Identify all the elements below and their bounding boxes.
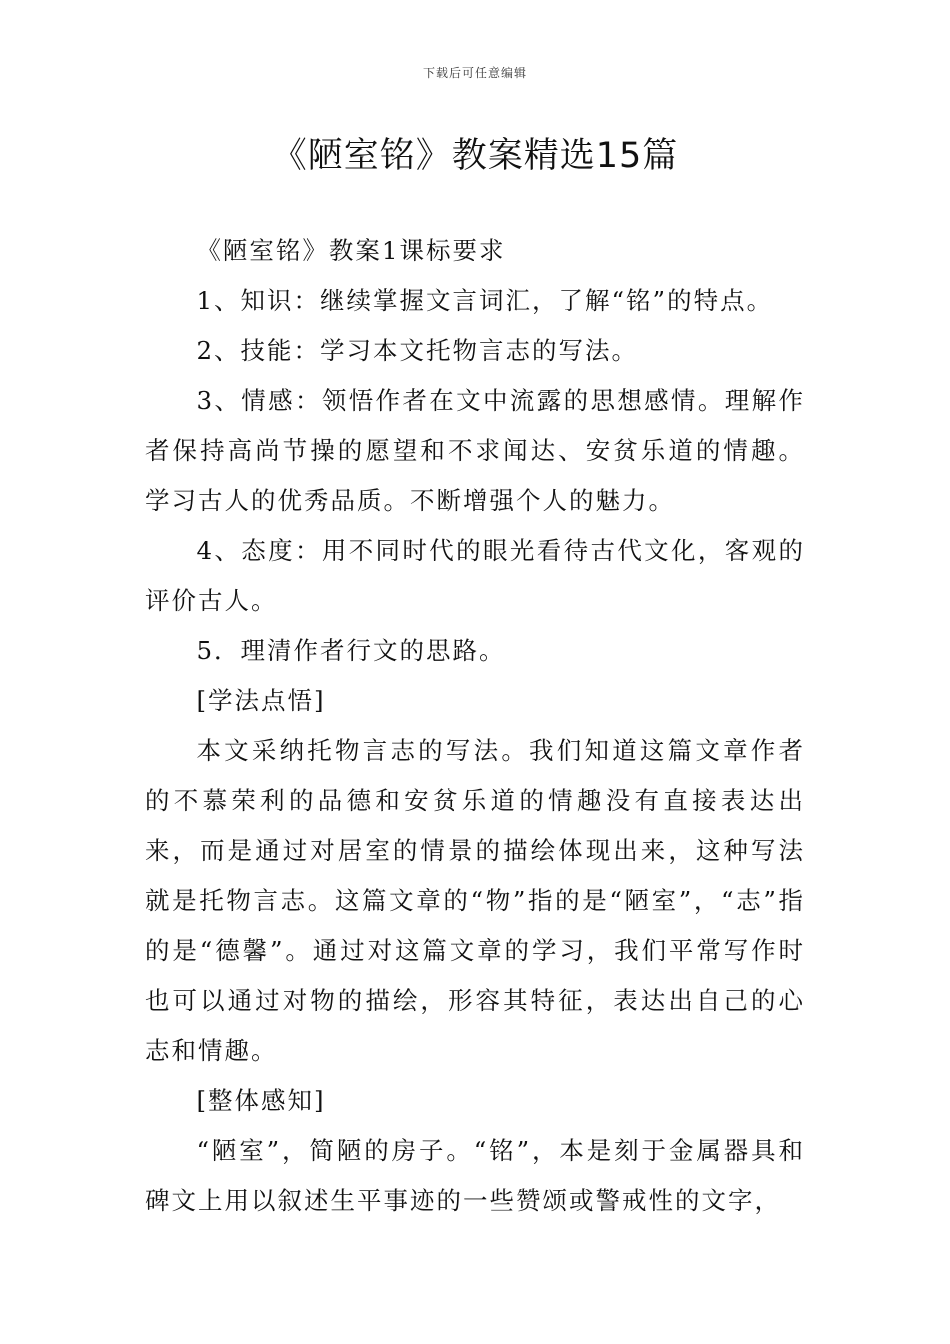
paragraph-emotion: 3、情感：领悟作者在文中流露的思想感情。理解作者保持高尚节操的愿望和不求闻达、安贫乐道的情趣。学习古人的优秀品质。不断增强个人的魅力。 [145, 386, 805, 515]
paragraph-skill: 2、技能：学习本文托物言志的写法。 [196, 336, 639, 365]
paragraph-method: 本文采纳托物言志的写法。我们知道这篇文章作者的不慕荣利的品德和安贫乐道的情趣没有直接表达出来，而是通过对居室的情景的描绘体现出来，这种写法就是托物言志。这篇文章的“物”指的是“陋室”，“志”指的是“德馨”。通过对这篇文章的学习，我们平常写作时也可以通过对物的描绘，形容其特征，表达出自己的心志和情趣。 [145, 736, 805, 1065]
paragraph-lesson-heading: 《陋室铭》教案1课标要求 [196, 236, 506, 265]
paragraph-structure: 5．理清作者行文的思路。 [196, 636, 506, 665]
paragraph-attitude: 4、态度：用不同时代的眼光看待古代文化，客观的评价古人。 [145, 536, 805, 615]
paragraph-knowledge: 1、知识：继续掌握文言词汇，了解“铭”的特点。 [196, 286, 774, 315]
header-note: 下载后可任意编辑 [422, 66, 527, 80]
paragraph-overview: “陋室”，简陋的房子。“铭”，本是刻于金属器具和碑文上用以叙述生平事迹的一些赞颂或警戒性的文字， [145, 1136, 805, 1215]
document-body [145, 226, 805, 1226]
document-title: 《陋室铭》教案精选15篇 [271, 136, 679, 176]
section-heading-method: [学法点悟] [196, 686, 326, 715]
section-heading-overview: [整体感知] [196, 1086, 326, 1115]
